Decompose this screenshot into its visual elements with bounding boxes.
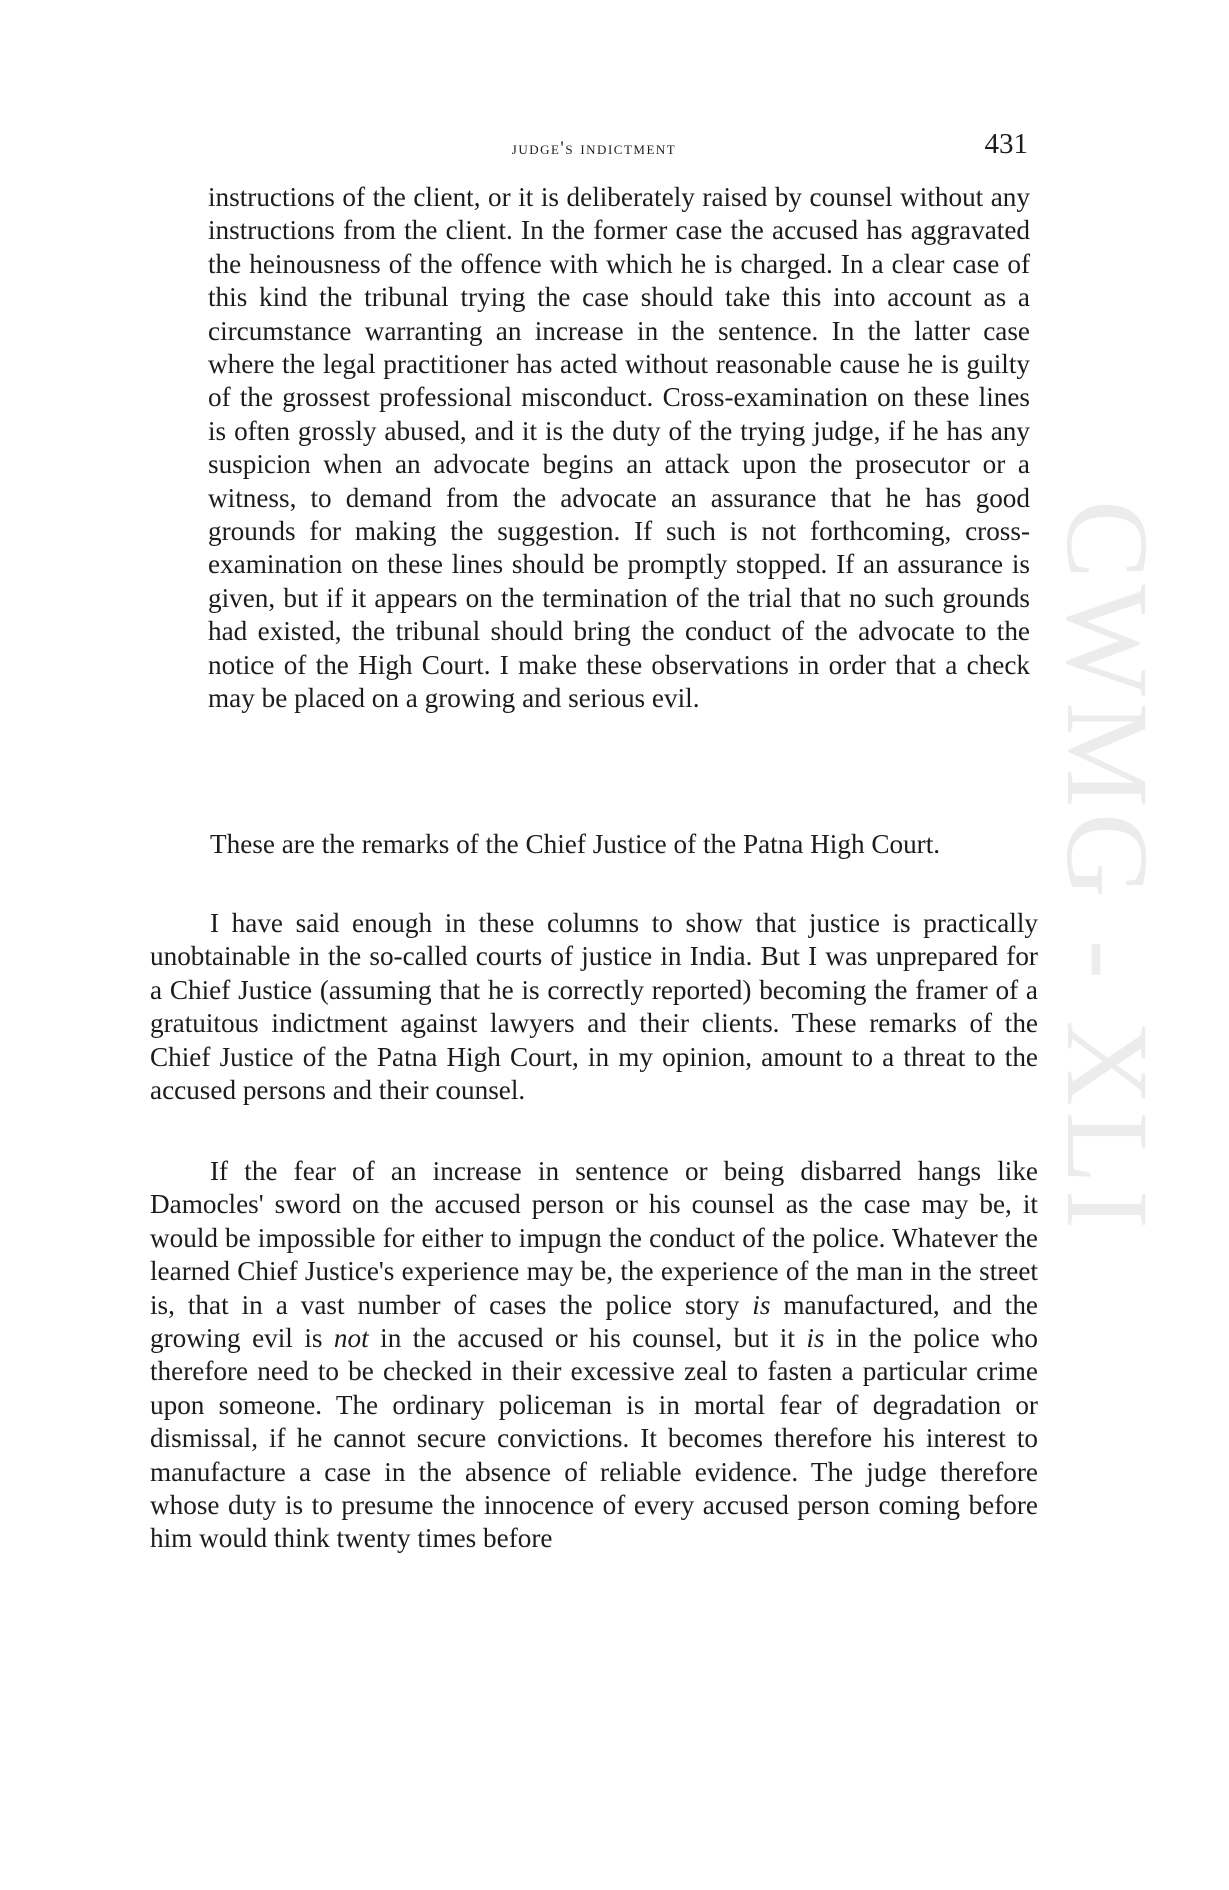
quoted-passage: instructions of the client, or it is deliberately raised by counsel without any instructions from the client. In the former case the accused has aggravated the heinousness of the offence with which he is charged. In a clear case of this kind the tribunal trying the case should take this into account as a circumstance warranting an increase in the sentence. In the latter case where the legal practitioner has acted without reasonable cause he is guilty of the grossest professional misconduct. Cross-examination on these lines is often grossly abused, and it is the duty of the trying judge, if he has any suspicion when an advocate begins an attack upon the prosecutor or a witness, to demand from the advocate an assurance that he has good grounds for making the suggestion. If such is not forthcoming, cross-examination on these lines should be promptly stopped. If an assurance is given, but if it appears on the termination of the trial that no such grounds had existed, the tribunal should bring the conduct of the advocate to the notice of the High Court. I make these observations in order that a check may be placed on a growing and serious evil. (208, 182, 1030, 714)
emphasis-not: not (333, 1323, 369, 1354)
running-title: judge's indictment (511, 138, 677, 159)
text-segment: manufactured, and the growing evil is (150, 1289, 1038, 1354)
emphasis-is: is (806, 1323, 825, 1354)
paragraph-damocles-sword (150, 1155, 1038, 1556)
text-segment: If the fear of an increase in sentence or being disbarred hangs like Damocles' sword on the accused person or his counsel as the case may be, it would be impossible for either to impugn the conduct of the police. Whatever the learned Chief Justice's experience may be, the experience of the man in the street is, that in a vast number of cases the police story (150, 1156, 1038, 1320)
watermark: CWMG - XLI (1042, 500, 1173, 1236)
paragraph-justice-unobtainable: I have said enough in these columns to show that justice is practically unobtainable in the so-called courts of justice in India. But I was unprepared for a Chief Justice (assuming that he is correctly reported) becoming the framer of a gratuitous indictment against lawyers and their clients. These remarks of the Chief Justice of the Patna High Court, in my opinion, amount to a threat to the accused persons and their counsel. (150, 908, 1038, 1106)
emphasis-is: is (752, 1289, 771, 1320)
page-number: 431 (984, 128, 1028, 160)
text-segment: in the accused or his counsel, but it (368, 1323, 807, 1354)
paragraph-patna-remarks: These are the remarks of the Chief Justice of the Patna High Court. (210, 829, 941, 859)
page-header (150, 128, 1038, 168)
text-segment: in the police who therefore need to be checked in their excessive zeal to fasten a particular crime upon someone. The ordinary policeman is in mortal fear of degradation or dismissal, if he cannot secure convictions. It becomes therefore his interest to manufacture a case in the absence of reliable evidence. The judge therefore whose duty is to presume the innocence of every accused person coming before him would think twenty times before (150, 1323, 1038, 1554)
